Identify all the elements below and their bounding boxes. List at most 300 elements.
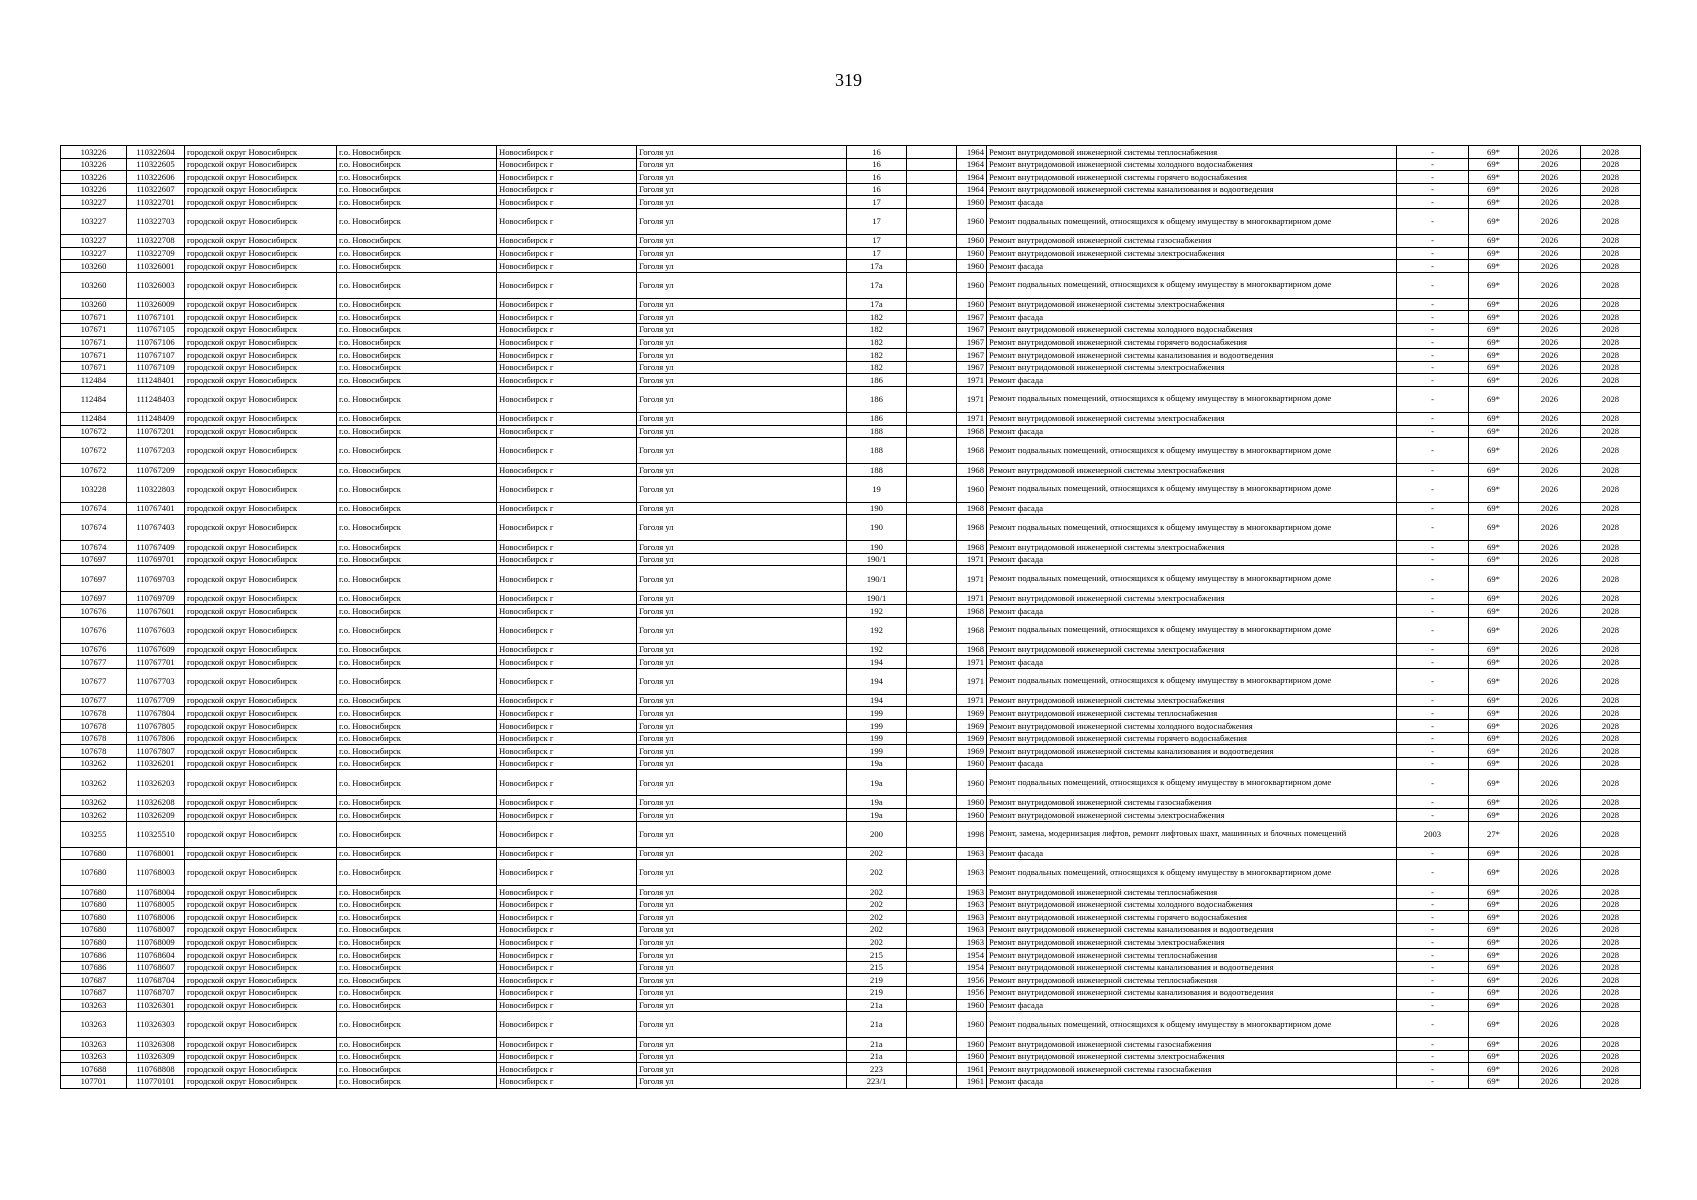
cell-wear: 69*: [1469, 464, 1519, 477]
cell-house-number: 192: [847, 643, 907, 656]
cell-city: Новосибирск г: [497, 311, 637, 324]
cell-last-repair-year: -: [1397, 720, 1469, 733]
cell-city: Новосибирск г: [497, 158, 637, 171]
cell-district: городской округ Новосибирск: [185, 502, 337, 515]
cell-district: городской округ Новосибирск: [185, 770, 337, 796]
cell-last-repair-year: -: [1397, 272, 1469, 298]
cell-wear: 69*: [1469, 553, 1519, 566]
cell-plan-end: 2028: [1581, 311, 1641, 324]
cell-work-type: Ремонт внутридомовой инженерной системы электроснабжения: [987, 694, 1397, 707]
cell-last-repair-year: -: [1397, 707, 1469, 720]
cell-wear: 69*: [1469, 847, 1519, 860]
cell-house-id: 103260: [61, 298, 127, 311]
cell-plan-end: 2028: [1581, 476, 1641, 502]
cell-district: городской округ Новосибирск: [185, 553, 337, 566]
cell-building: [907, 566, 957, 592]
table-row: [61, 886, 1641, 899]
cell-building: [907, 986, 957, 999]
cell-last-repair-year: -: [1397, 1038, 1469, 1051]
cell-work-code: 111248409: [127, 412, 185, 425]
cell-house-id: 107697: [61, 553, 127, 566]
cell-building: [907, 847, 957, 860]
cell-year-built: 1960: [957, 1038, 987, 1051]
cell-wear: 69*: [1469, 745, 1519, 758]
cell-year-built: 1964: [957, 158, 987, 171]
cell-work-code: 110767805: [127, 720, 185, 733]
cell-work-type: Ремонт внутридомовой инженерной системы газоснабжения: [987, 234, 1397, 247]
cell-work-code: 110768005: [127, 898, 185, 911]
cell-wear: 69*: [1469, 502, 1519, 515]
cell-building: [907, 502, 957, 515]
cell-year-built: 1969: [957, 732, 987, 745]
cell-city: Новосибирск г: [497, 847, 637, 860]
cell-wear: 69*: [1469, 361, 1519, 374]
cell-wear: 69*: [1469, 1050, 1519, 1063]
cell-year-built: 1960: [957, 1012, 987, 1038]
cell-year-built: 1968: [957, 541, 987, 554]
cell-year-built: 1968: [957, 605, 987, 618]
table-row: [61, 349, 1641, 362]
table-row: [61, 425, 1641, 438]
cell-last-repair-year: -: [1397, 999, 1469, 1012]
cell-work-code: 110770101: [127, 1075, 185, 1088]
cell-municipality: г.о. Новосибирск: [337, 323, 497, 336]
cell-work-type: Ремонт фасада: [987, 374, 1397, 387]
cell-last-repair-year: -: [1397, 476, 1469, 502]
table-body: [61, 146, 1641, 1089]
table-row: [61, 476, 1641, 502]
table-row: [61, 1038, 1641, 1051]
cell-plan-end: 2028: [1581, 605, 1641, 618]
cell-plan-end: 2028: [1581, 541, 1641, 554]
cell-street: Гоголя ул: [637, 999, 847, 1012]
cell-house-id: 112484: [61, 374, 127, 387]
cell-last-repair-year: -: [1397, 298, 1469, 311]
cell-municipality: г.о. Новосибирск: [337, 999, 497, 1012]
cell-wear: 69*: [1469, 349, 1519, 362]
cell-house-number: 19а: [847, 796, 907, 809]
cell-city: Новосибирск г: [497, 1063, 637, 1076]
cell-plan-end: 2028: [1581, 298, 1641, 311]
cell-year-built: 1967: [957, 336, 987, 349]
cell-plan-start: 2026: [1519, 936, 1581, 949]
cell-district: городской округ Новосибирск: [185, 1075, 337, 1088]
cell-year-built: 1971: [957, 694, 987, 707]
cell-last-repair-year: -: [1397, 541, 1469, 554]
cell-plan-end: 2028: [1581, 464, 1641, 477]
cell-plan-end: 2028: [1581, 911, 1641, 924]
table-row: [61, 386, 1641, 412]
cell-building: [907, 146, 957, 159]
cell-plan-start: 2026: [1519, 986, 1581, 999]
cell-house-id: 107677: [61, 656, 127, 669]
cell-building: [907, 298, 957, 311]
cell-house-id: 103226: [61, 171, 127, 184]
cell-house-number: 190: [847, 502, 907, 515]
table-row: [61, 961, 1641, 974]
cell-year-built: 1967: [957, 323, 987, 336]
cell-street: Гоголя ул: [637, 809, 847, 822]
cell-work-code: 110767209: [127, 464, 185, 477]
cell-house-id: 107701: [61, 1075, 127, 1088]
cell-year-built: 1967: [957, 361, 987, 374]
cell-work-type: Ремонт внутридомовой инженерной системы электроснабжения: [987, 936, 1397, 949]
cell-house-id: 112484: [61, 412, 127, 425]
cell-house-id: 107680: [61, 847, 127, 860]
cell-house-number: 19а: [847, 809, 907, 822]
cell-work-type: Ремонт подвальных помещений, относящихся к общему имуществу в многоквартирном доме: [987, 860, 1397, 886]
cell-district: городской округ Новосибирск: [185, 158, 337, 171]
cell-plan-end: 2028: [1581, 974, 1641, 987]
cell-plan-end: 2028: [1581, 720, 1641, 733]
table-row: [61, 923, 1641, 936]
cell-wear: 69*: [1469, 386, 1519, 412]
cell-work-type: Ремонт внутридомовой инженерной системы канализования и водоотведения: [987, 986, 1397, 999]
table-row: [61, 617, 1641, 643]
cell-district: городской округ Новосибирск: [185, 847, 337, 860]
cell-municipality: г.о. Новосибирск: [337, 158, 497, 171]
cell-district: городской округ Новосибирск: [185, 311, 337, 324]
cell-wear: 69*: [1469, 770, 1519, 796]
cell-municipality: г.о. Новосибирск: [337, 234, 497, 247]
cell-year-built: 1960: [957, 272, 987, 298]
table-row: [61, 898, 1641, 911]
cell-building: [907, 592, 957, 605]
cell-building: [907, 386, 957, 412]
cell-work-type: Ремонт фасада: [987, 999, 1397, 1012]
cell-municipality: г.о. Новосибирск: [337, 1050, 497, 1063]
cell-plan-end: 2028: [1581, 707, 1641, 720]
cell-municipality: г.о. Новосибирск: [337, 171, 497, 184]
cell-work-code: 110767105: [127, 323, 185, 336]
cell-last-repair-year: -: [1397, 386, 1469, 412]
cell-district: городской округ Новосибирск: [185, 438, 337, 464]
cell-plan-start: 2026: [1519, 821, 1581, 847]
cell-plan-end: 2028: [1581, 196, 1641, 209]
cell-city: Новосибирск г: [497, 720, 637, 733]
cell-city: Новосибирск г: [497, 961, 637, 974]
table-row: [61, 502, 1641, 515]
cell-city: Новосибирск г: [497, 923, 637, 936]
cell-plan-start: 2026: [1519, 886, 1581, 899]
cell-house-number: 199: [847, 732, 907, 745]
cell-wear: 69*: [1469, 592, 1519, 605]
cell-work-code: 110322607: [127, 183, 185, 196]
cell-building: [907, 860, 957, 886]
cell-plan-start: 2026: [1519, 171, 1581, 184]
cell-city: Новосибирск г: [497, 349, 637, 362]
cell-plan-start: 2026: [1519, 234, 1581, 247]
cell-street: Гоголя ул: [637, 171, 847, 184]
table-row: [61, 171, 1641, 184]
cell-street: Гоголя ул: [637, 515, 847, 541]
cell-municipality: г.о. Новосибирск: [337, 272, 497, 298]
cell-plan-start: 2026: [1519, 1063, 1581, 1076]
cell-city: Новосибирск г: [497, 425, 637, 438]
cell-district: городской округ Новосибирск: [185, 911, 337, 924]
cell-street: Гоголя ул: [637, 886, 847, 899]
cell-street: Гоголя ул: [637, 656, 847, 669]
table-row: [61, 208, 1641, 234]
cell-building: [907, 196, 957, 209]
cell-last-repair-year: -: [1397, 936, 1469, 949]
cell-building: [907, 311, 957, 324]
cell-municipality: г.о. Новосибирск: [337, 821, 497, 847]
cell-house-number: 188: [847, 438, 907, 464]
cell-work-type: Ремонт внутридомовой инженерной системы электроснабжения: [987, 592, 1397, 605]
cell-street: Гоголя ул: [637, 553, 847, 566]
cell-wear: 69*: [1469, 336, 1519, 349]
cell-work-type: Ремонт внутридомовой инженерной системы холодного водоснабжения: [987, 323, 1397, 336]
cell-house-id: 107680: [61, 936, 127, 949]
table-row: [61, 821, 1641, 847]
cell-district: городской округ Новосибирск: [185, 732, 337, 745]
cell-plan-start: 2026: [1519, 757, 1581, 770]
cell-city: Новосибирск г: [497, 298, 637, 311]
cell-city: Новосибирск г: [497, 1050, 637, 1063]
cell-wear: 69*: [1469, 1012, 1519, 1038]
cell-plan-start: 2026: [1519, 592, 1581, 605]
cell-last-repair-year: -: [1397, 592, 1469, 605]
cell-house-id: 103262: [61, 809, 127, 822]
cell-last-repair-year: -: [1397, 323, 1469, 336]
cell-house-number: 190/1: [847, 566, 907, 592]
cell-house-id: 103263: [61, 999, 127, 1012]
cell-year-built: 1969: [957, 745, 987, 758]
cell-municipality: г.о. Новосибирск: [337, 553, 497, 566]
cell-year-built: 1971: [957, 386, 987, 412]
cell-street: Гоголя ул: [637, 936, 847, 949]
cell-year-built: 1971: [957, 553, 987, 566]
cell-house-id: 103226: [61, 183, 127, 196]
cell-year-built: 1968: [957, 643, 987, 656]
cell-municipality: г.о. Новосибирск: [337, 923, 497, 936]
cell-work-type: Ремонт внутридомовой инженерной системы газоснабжения: [987, 1063, 1397, 1076]
cell-work-type: Ремонт внутридомовой инженерной системы холодного водоснабжения: [987, 720, 1397, 733]
cell-building: [907, 374, 957, 387]
cell-work-code: 110768009: [127, 936, 185, 949]
cell-city: Новосибирск г: [497, 886, 637, 899]
cell-district: городской округ Новосибирск: [185, 323, 337, 336]
cell-plan-start: 2026: [1519, 656, 1581, 669]
cell-plan-end: 2028: [1581, 515, 1641, 541]
cell-plan-start: 2026: [1519, 412, 1581, 425]
cell-work-code: 110767109: [127, 361, 185, 374]
cell-wear: 69*: [1469, 374, 1519, 387]
cell-building: [907, 272, 957, 298]
cell-plan-end: 2028: [1581, 643, 1641, 656]
cell-municipality: г.о. Новосибирск: [337, 183, 497, 196]
cell-wear: 27*: [1469, 821, 1519, 847]
cell-municipality: г.о. Новосибирск: [337, 668, 497, 694]
cell-house-number: 202: [847, 923, 907, 936]
cell-year-built: 1963: [957, 911, 987, 924]
cell-street: Гоголя ул: [637, 412, 847, 425]
cell-city: Новосибирск г: [497, 208, 637, 234]
cell-year-built: 1960: [957, 196, 987, 209]
cell-year-built: 1971: [957, 374, 987, 387]
cell-plan-start: 2026: [1519, 923, 1581, 936]
cell-house-number: 219: [847, 986, 907, 999]
cell-building: [907, 553, 957, 566]
cell-street: Гоголя ул: [637, 605, 847, 618]
cell-plan-end: 2028: [1581, 809, 1641, 822]
cell-plan-end: 2028: [1581, 860, 1641, 886]
cell-work-code: 110769701: [127, 553, 185, 566]
cell-house-number: 21а: [847, 1050, 907, 1063]
cell-district: городской округ Новосибирск: [185, 745, 337, 758]
cell-municipality: г.о. Новосибирск: [337, 502, 497, 515]
cell-work-code: 110325510: [127, 821, 185, 847]
cell-city: Новосибирск г: [497, 694, 637, 707]
cell-house-number: 200: [847, 821, 907, 847]
cell-wear: 69*: [1469, 949, 1519, 962]
cell-house-id: 107672: [61, 464, 127, 477]
cell-municipality: г.о. Новосибирск: [337, 374, 497, 387]
table-row: [61, 974, 1641, 987]
cell-city: Новосибирск г: [497, 272, 637, 298]
cell-last-repair-year: -: [1397, 247, 1469, 260]
cell-district: городской округ Новосибирск: [185, 272, 337, 298]
cell-street: Гоголя ул: [637, 1012, 847, 1038]
cell-plan-start: 2026: [1519, 311, 1581, 324]
cell-district: городской округ Новосибирск: [185, 974, 337, 987]
cell-plan-start: 2026: [1519, 464, 1581, 477]
cell-municipality: г.о. Новосибирск: [337, 1075, 497, 1088]
cell-building: [907, 1063, 957, 1076]
cell-house-number: 215: [847, 961, 907, 974]
cell-year-built: 1968: [957, 502, 987, 515]
cell-street: Гоголя ул: [637, 745, 847, 758]
cell-municipality: г.о. Новосибирск: [337, 412, 497, 425]
cell-district: городской округ Новосибирск: [185, 425, 337, 438]
cell-work-code: 110767807: [127, 745, 185, 758]
cell-house-number: 16: [847, 158, 907, 171]
cell-house-number: 21а: [847, 1012, 907, 1038]
cell-district: городской округ Новосибирск: [185, 476, 337, 502]
cell-wear: 69*: [1469, 208, 1519, 234]
cell-municipality: г.о. Новосибирск: [337, 260, 497, 273]
cell-municipality: г.о. Новосибирск: [337, 592, 497, 605]
cell-building: [907, 923, 957, 936]
cell-last-repair-year: -: [1397, 809, 1469, 822]
cell-plan-start: 2026: [1519, 770, 1581, 796]
cell-building: [907, 745, 957, 758]
cell-building: [907, 260, 957, 273]
cell-last-repair-year: -: [1397, 425, 1469, 438]
cell-municipality: г.о. Новосибирск: [337, 745, 497, 758]
cell-district: городской округ Новосибирск: [185, 757, 337, 770]
cell-municipality: г.о. Новосибирск: [337, 247, 497, 260]
cell-work-code: 110768001: [127, 847, 185, 860]
cell-plan-start: 2026: [1519, 553, 1581, 566]
cell-house-number: 188: [847, 425, 907, 438]
cell-year-built: 1968: [957, 617, 987, 643]
cell-house-id: 107677: [61, 694, 127, 707]
cell-house-number: 17: [847, 247, 907, 260]
cell-municipality: г.о. Новосибирск: [337, 770, 497, 796]
cell-work-type: Ремонт внутридомовой инженерной системы канализования и водоотведения: [987, 745, 1397, 758]
cell-municipality: г.о. Новосибирск: [337, 911, 497, 924]
cell-house-id: 107678: [61, 707, 127, 720]
cell-last-repair-year: -: [1397, 949, 1469, 962]
cell-district: городской округ Новосибирск: [185, 336, 337, 349]
cell-house-number: 17: [847, 196, 907, 209]
cell-last-repair-year: -: [1397, 847, 1469, 860]
table-row: [61, 720, 1641, 733]
cell-municipality: г.о. Новосибирск: [337, 656, 497, 669]
cell-last-repair-year: 2003: [1397, 821, 1469, 847]
cell-house-number: 19а: [847, 770, 907, 796]
cell-work-code: 110326209: [127, 809, 185, 822]
cell-wear: 69*: [1469, 412, 1519, 425]
cell-street: Гоголя ул: [637, 349, 847, 362]
cell-wear: 69*: [1469, 196, 1519, 209]
cell-plan-start: 2026: [1519, 643, 1581, 656]
cell-last-repair-year: -: [1397, 796, 1469, 809]
cell-last-repair-year: -: [1397, 374, 1469, 387]
cell-work-type: Ремонт подвальных помещений, относящихся к общему имуществу в многоквартирном доме: [987, 566, 1397, 592]
cell-last-repair-year: -: [1397, 668, 1469, 694]
cell-plan-start: 2026: [1519, 196, 1581, 209]
cell-district: городской округ Новосибирск: [185, 656, 337, 669]
cell-house-id: 107686: [61, 949, 127, 962]
cell-work-code: 110767804: [127, 707, 185, 720]
cell-house-number: 194: [847, 656, 907, 669]
cell-house-id: 103263: [61, 1038, 127, 1051]
cell-city: Новосибирск г: [497, 196, 637, 209]
cell-plan-end: 2028: [1581, 374, 1641, 387]
cell-city: Новосибирск г: [497, 949, 637, 962]
cell-work-code: 110326208: [127, 796, 185, 809]
cell-work-type: Ремонт внутридомовой инженерной системы электроснабжения: [987, 464, 1397, 477]
cell-municipality: г.о. Новосибирск: [337, 986, 497, 999]
cell-house-number: 16: [847, 183, 907, 196]
cell-plan-start: 2026: [1519, 361, 1581, 374]
cell-house-number: 199: [847, 745, 907, 758]
cell-work-type: Ремонт подвальных помещений, относящихся к общему имуществу в многоквартирном доме: [987, 272, 1397, 298]
cell-city: Новосибирск г: [497, 412, 637, 425]
cell-work-code: 110767401: [127, 502, 185, 515]
cell-plan-start: 2026: [1519, 386, 1581, 412]
cell-wear: 69*: [1469, 923, 1519, 936]
table-row: [61, 438, 1641, 464]
cell-municipality: г.о. Новосибирск: [337, 757, 497, 770]
cell-house-number: 19: [847, 476, 907, 502]
cell-district: городской округ Новосибирск: [185, 898, 337, 911]
cell-house-number: 17а: [847, 298, 907, 311]
cell-year-built: 1960: [957, 234, 987, 247]
table-row: [61, 272, 1641, 298]
cell-work-code: 110767609: [127, 643, 185, 656]
cell-work-type: Ремонт фасада: [987, 425, 1397, 438]
cell-building: [907, 796, 957, 809]
cell-plan-start: 2026: [1519, 323, 1581, 336]
cell-city: Новосибирск г: [497, 592, 637, 605]
cell-building: [907, 541, 957, 554]
repair-program-table: [60, 145, 1641, 1089]
cell-house-id: 107680: [61, 923, 127, 936]
cell-municipality: г.о. Новосибирск: [337, 566, 497, 592]
table-row: [61, 412, 1641, 425]
cell-wear: 69*: [1469, 425, 1519, 438]
table-row: [61, 643, 1641, 656]
cell-plan-end: 2028: [1581, 272, 1641, 298]
cell-street: Гоголя ул: [637, 183, 847, 196]
cell-work-code: 110322709: [127, 247, 185, 260]
cell-wear: 69*: [1469, 886, 1519, 899]
cell-house-number: 202: [847, 911, 907, 924]
